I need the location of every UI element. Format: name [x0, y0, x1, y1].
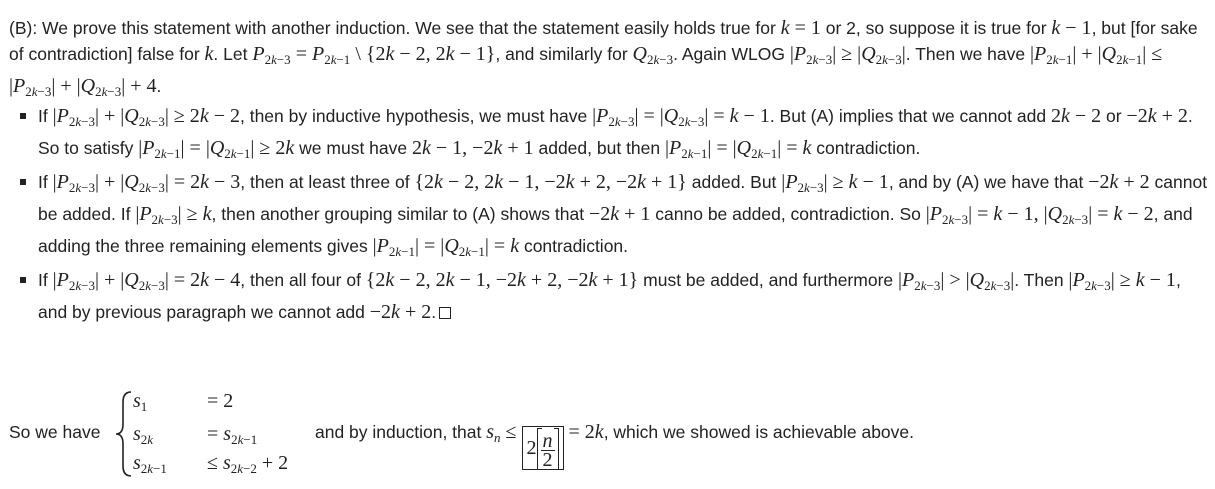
- case-list: [0, 103, 1212, 327]
- proof-paragraph: (B): We prove this statement with another induction. We see that the statement easily holds true for k = 1 or 2, so suppose it is true for k − 1, but [for sake of contradiction] false for k. Let $P_{2k-3} = P_{2k-1}$ \ {2k − 2, 2k − 1}, and similarly for $Q_{2k-3}$. Again WLOG $|P_{2k-3}| \ge |Q_{2k-3}|$. Then we have $|P_{2k-1}| + |Q_{2k-1}| \le |P_{2k-3}| + |Q_{2k-3}| + 4$.: [9, 17, 1198, 99]
- case-item: If $|P_{2k-3}| + |Q_{2k-3}| = 2k - 3$, then at least three of {2k − 2, 2k − 1, −2k + 2, −2k + 1} added. But $|P_{2k-3}| \ge k - 1$, and by (A) we have that −2k + 2 cannot be added. If $|P_{2k-3}| \ge k$, then another grouping similar to (A) shows that −2k + 1 canno be added, contradiction. So $|P_{2k-3}| = k - 1$, $|Q_{2k-3}| = k - 2$, and adding the three remaining elements gives $|P_{2k-1}| = |Q_{2k-1}| = k$ contradiction.: [0, 169, 1212, 265]
- case-item: If $|P_{2k-3}| + |Q_{2k-3}| = 2k - 4$, then all four of {2k − 2, 2k − 1, −2k + 2, −2k + 1} must be added, and furthermore $|P_{2k-3}| > |Q_{2k-3}|$. Then $|P_{2k-3}| \ge k - 1$, and by previous paragraph we cannot add −2k + 2.: [0, 267, 1212, 325]
- conclusion-tail: and by induction, that $s_n \le 2$ $\frac{n}{2}$ = 2k, which we showed is achievable above.: [315, 421, 915, 472]
- left-brace-icon: [113, 390, 135, 478]
- qed-square-icon: [439, 307, 451, 319]
- case-item: If $|P_{2k-3}| + |Q_{2k-3}| \ge 2k - 2$, then by inductive hypothesis, we must have $|P_{2k-3}| = |Q_{2k-3}| = k - 1$. But (A) implies that we cannot add 2k − 2 or −2k + 2. So to satisfy $|P_{2k-1}| = |Q_{2k-1}| \ge 2k$ we must have 2k − 1, −2k + 1 added, but then $|P_{2k-1}| = |Q_{2k-1}| = k$ contradiction.: [0, 103, 1212, 167]
- conclusion-lead: So we have: [9, 422, 101, 442]
- boxed-bound: 2 $\frac{n}{2}$: [522, 426, 564, 470]
- conclusion: So we have $s_1$ = 2 $s_{2k}$ = $s_{2k-1}$ $s_{2k-1}$ ≤ $s_{2k-2} + 2$ and by induction, that $s_n \le 2$ $\frac{n}{2}$ = 2k, which we showed is achievable above.: [9, 390, 915, 476]
